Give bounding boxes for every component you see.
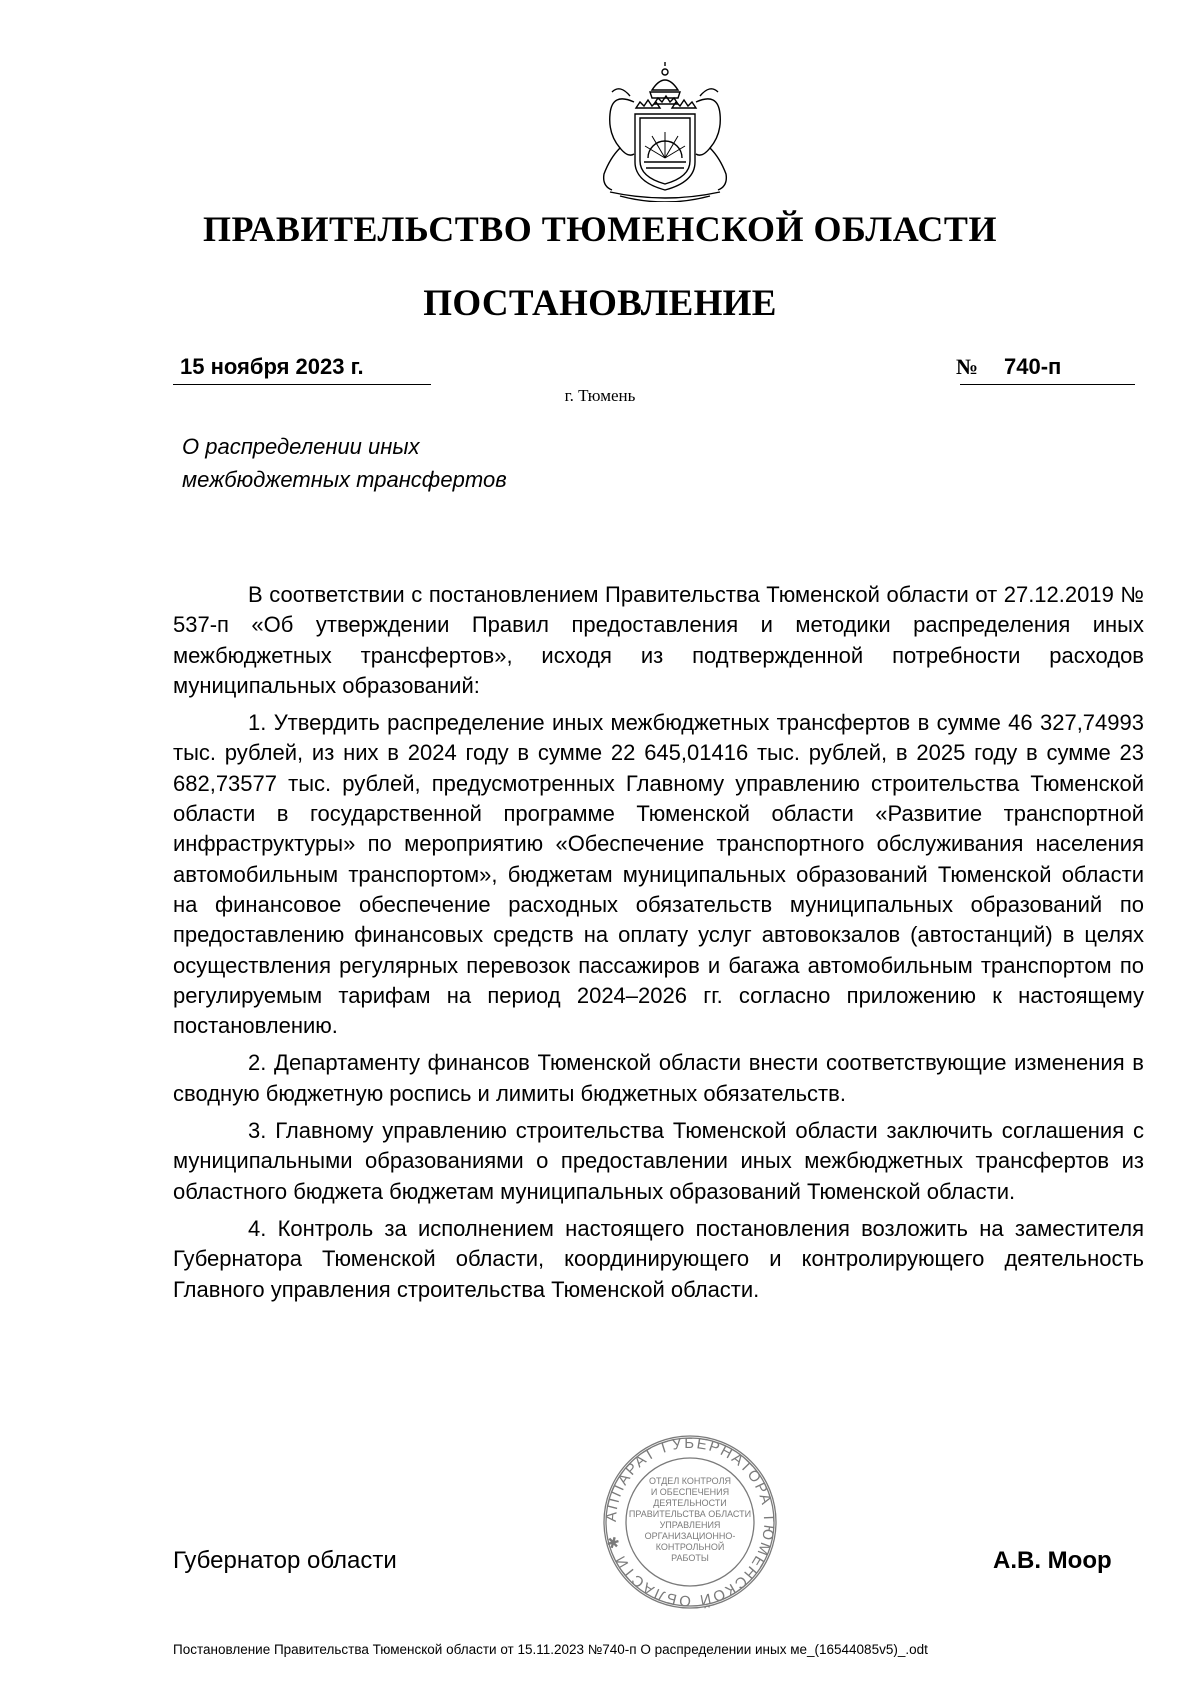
svg-text:РАБОТЫ: РАБОТЫ xyxy=(671,1553,709,1563)
svg-text:УПРАВЛЕНИЯ: УПРАВЛЕНИЯ xyxy=(659,1520,721,1530)
document-date: 15 ноября 2023 г. xyxy=(180,354,364,379)
clause-1-paragraph: 1. Утвердить распределение иных межбюджетных трансфертов в сумме 46 327,74993 тыс. рублей, из них в 2024 году в сумме 22 645,01416 тыс. рублей, в 2025 году в сумме 23 682,73577 тыс. рублей, предусмотренных Главному управлению строительства Тюменской области в государственной программе Тюменской области «Развитие транспортной инфраструктуры» по мероприятию «Обеспечение транспортного обслуживания населения автомобильным транспортом», бюджетам муниципальных образований Тюменской области на финансовое обеспечение расходных обязательств муниципальных образований по предоставлению финансовых средств на оплату услуг автовокзалов (автостанций) в целях осуществления регулярных перевозок пассажиров и багажа автомобильным транспортом по регулируемым тарифам на период 2024–2026 гг. согласно приложению к настоящему постановлению. xyxy=(173,710,1144,1039)
document-subject xyxy=(182,430,507,496)
subject-line: межбюджетных трансфертов xyxy=(182,467,507,492)
document-number: 740-п xyxy=(1004,354,1062,379)
svg-text:АППАРАТ ГУБЕРНАТОРА ТЮМЕНСКОЙ: АППАРАТ ГУБЕРНАТОРА ТЮМЕНСКОЙ ОБЛАСТИ ✱ xyxy=(602,1434,778,1610)
svg-text:ДЕЯТЕЛЬНОСТИ: ДЕЯТЕЛЬНОСТИ xyxy=(653,1498,727,1508)
svg-text:И ОБЕСПЕЧЕНИЯ: И ОБЕСПЕЧЕНИЯ xyxy=(650,1487,730,1497)
organization-title: ПРАВИТЕЛЬСТВО ТЮМЕНСКОЙ ОБЛАСТИ xyxy=(203,209,997,249)
coat-of-arms-icon xyxy=(590,62,740,202)
number-sign: № xyxy=(956,354,979,379)
svg-text:КОНТРОЛЬНОЙ: КОНТРОЛЬНОЙ xyxy=(655,1542,725,1552)
clause-2-paragraph: 2. Департаменту финансов Тюменской области внести соответствующие изменения в сводную бюджетную роспись и лимиты бюджетных обязательств. xyxy=(173,1050,1144,1106)
svg-text:ОРГАНИЗАЦИОННО-: ОРГАНИЗАЦИОННО- xyxy=(644,1531,736,1541)
clause-3-paragraph: 3. Главному управлению строительства Тюменской области заключить соглашения с муниципальными образованиями о предоставлении иных межбюджетных трансфертов из областного бюджета бюджетам муниципальных образований Тюменской области. xyxy=(173,1118,1144,1204)
signer-name: А.В. Моор xyxy=(993,1547,1112,1574)
document-type-heading: ПОСТАНОВЛЕНИЕ xyxy=(423,283,777,324)
clause-4-paragraph: 4. Контроль за исполнением настоящего постановления возложить на заместителя Губернатора Тюменской области, координирующего и контролирующего деятельность Главного управления строительства Тюменской области. xyxy=(173,1215,1144,1302)
document-body xyxy=(173,580,1144,1312)
signer-position: Губернатор области xyxy=(173,1547,397,1574)
official-seal-icon xyxy=(600,1432,780,1612)
document-footer: Постановление Правительства Тюменской области от 15.11.2023 №740-п О распределении иных ме_(16544085v5)_.odt xyxy=(173,1642,928,1657)
city-name: г. Тюмень xyxy=(564,386,636,405)
svg-text:ПРАВИТЕЛЬСТВА ОБЛАСТИ: ПРАВИТЕЛЬСТВА ОБЛАСТИ xyxy=(628,1509,752,1519)
preamble-paragraph: В соответствии с постановлением Правительства Тюменской области от 27.12.2019 № 537-п «Об утверждении Правил предоставления и методики распределения иных межбюджетных трансфертов», исходя из подтвержденной потребности расходов муниципальных образований: xyxy=(173,582,1144,698)
subject-line: О распределении иных xyxy=(182,434,420,459)
svg-text:ОТДЕЛ КОНТРОЛЯ: ОТДЕЛ КОНТРОЛЯ xyxy=(649,1476,731,1486)
